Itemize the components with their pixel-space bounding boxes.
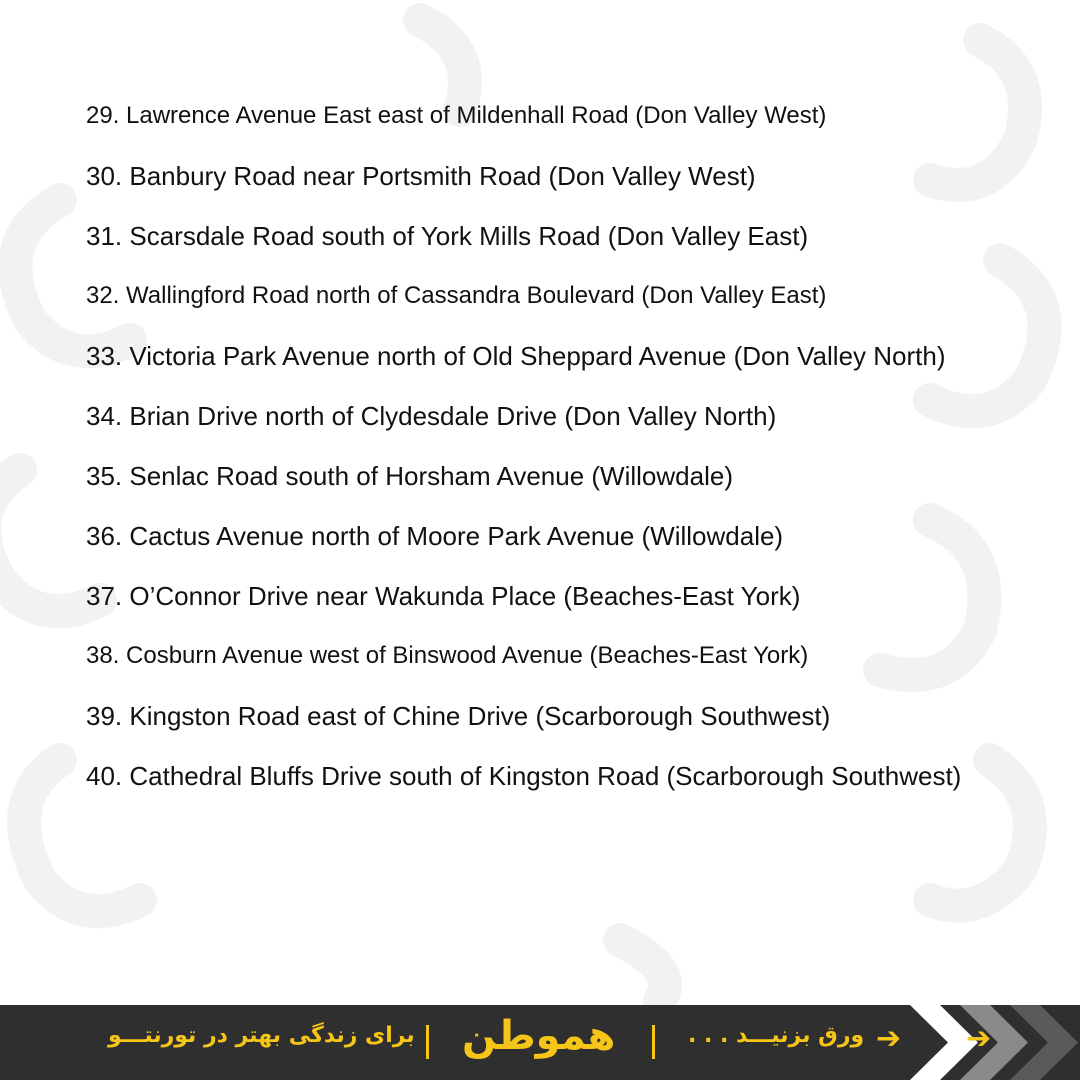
list-item: 35. Senlac Road south of Horsham Avenue (Willowdale): [86, 461, 733, 491]
list-item: 40. Cathedral Bluffs Drive south of Kingston Road (Scarborough Southwest): [86, 761, 962, 791]
road-list: [86, 86, 1016, 806]
list-item: 33. Victoria Park Avenue north of Old Sheppard Avenue (Don Valley North): [86, 341, 946, 371]
list-item: 32. Wallingford Road north of Cassandra Boulevard (Don Valley East): [86, 282, 827, 309]
arrow-swipe-icon: ➔: [876, 1021, 902, 1056]
swipe-hint: ورق بزنیـــد . . .: [688, 1023, 865, 1048]
divider: [652, 1025, 655, 1059]
list-item: 38. Cosburn Avenue west of Binswood Avenue (Beaches-East York): [86, 642, 809, 669]
list-item: 31. Scarsdale Road south of York Mills Road (Don Valley East): [86, 221, 809, 251]
brand-logo: هموطن: [462, 1013, 616, 1059]
list-item: 29. Lawrence Avenue East east of Mildenhall Road (Don Valley West): [86, 102, 827, 129]
list-item: 30. Banbury Road near Portsmith Road (Don Valley West): [86, 161, 756, 191]
list-item: 37. O’Connor Drive near Wakunda Place (Beaches-East York): [86, 581, 801, 611]
list-item: 36. Cactus Avenue north of Moore Park Avenue (Willowdale): [86, 521, 784, 551]
arrow-right-icon: ➔: [966, 1021, 992, 1056]
list-item: 39. Kingston Road east of Chine Drive (Scarborough Southwest): [86, 701, 831, 731]
divider: [426, 1025, 429, 1059]
list-item: 34. Brian Drive north of Clydesdale Drive (Don Valley North): [86, 401, 777, 431]
tagline: برای زندگی بهتر در تورنتـــو: [108, 1023, 415, 1048]
footer-bar: [0, 1005, 1080, 1080]
